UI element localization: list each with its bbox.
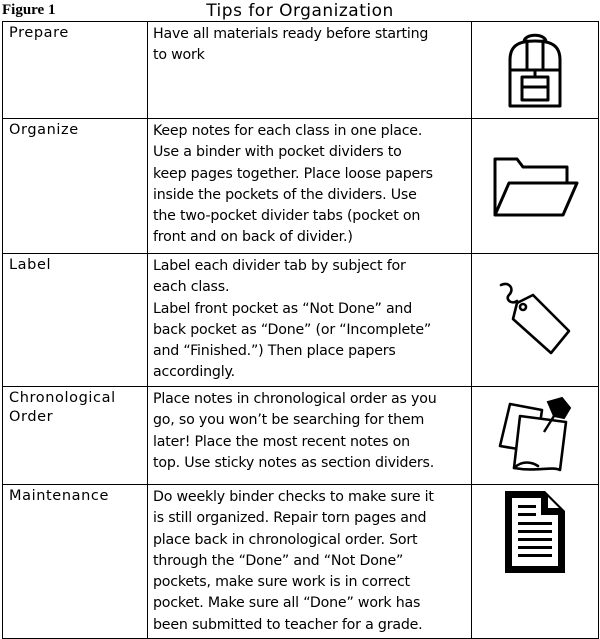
backpack-icon xyxy=(500,30,570,110)
icon-cell xyxy=(472,485,599,639)
description-line: front and on back of divider.) xyxy=(153,229,353,246)
description-cell xyxy=(148,254,472,387)
description-line: is still organized. Repair torn pages and xyxy=(153,510,427,527)
description-line: accordingly. xyxy=(153,364,235,381)
description-line: Keep notes for each class in one place. xyxy=(153,123,423,139)
description-line: the two-pocket divider tabs (pocket on xyxy=(153,208,421,225)
folder-icon xyxy=(489,153,581,219)
description-line: Do weekly binder checks to make sure it xyxy=(153,489,434,505)
term-cell xyxy=(3,119,148,254)
icon-cell xyxy=(472,119,599,254)
description-line: back pocket as “Done” (or “Incomplete” xyxy=(153,321,432,338)
description-line: Use a binder with pocket dividers to xyxy=(153,144,402,161)
term-cell xyxy=(3,387,148,485)
figure-label: Figure 1 xyxy=(2,2,56,18)
table-row xyxy=(3,22,599,119)
description-line: pocket. Make sure all “Done” work has xyxy=(153,595,421,612)
description-line: top. Use sticky notes as section dividers. xyxy=(153,454,435,471)
description-cell xyxy=(148,22,472,119)
icon-cell xyxy=(472,254,599,387)
description-line: been submitted to teacher for a grade. xyxy=(153,616,423,633)
description-line: Label front pocket as “Not Done” and xyxy=(153,300,413,317)
description-cell xyxy=(148,485,472,639)
description-line: each class. xyxy=(153,279,230,296)
description-cell xyxy=(148,119,472,254)
table-row xyxy=(3,485,599,639)
description-cell xyxy=(148,387,472,485)
description-line: keep pages together. Place loose papers xyxy=(153,165,433,182)
description-line: through the “Done” and “Not Done” xyxy=(153,552,404,569)
description-line: and “Finished.”) Then place papers xyxy=(153,343,396,360)
term-cell xyxy=(3,22,148,119)
description-line: Have all materials ready before starting xyxy=(153,26,429,42)
term-label: Label xyxy=(9,257,52,273)
icon-cell xyxy=(472,22,599,119)
term-label-line: Order xyxy=(9,409,54,425)
term-cell xyxy=(3,485,148,639)
term-label: Prepare xyxy=(9,25,69,41)
term-label-line: Chronological xyxy=(9,390,116,406)
table-row xyxy=(3,387,599,485)
description-line: Label each divider tab by subject for xyxy=(153,258,406,274)
description-line: inside the pockets of the dividers. Use xyxy=(153,186,417,203)
description-line: place back in chronological order. Sort xyxy=(153,531,418,548)
description-line: Place notes in chronological order as you xyxy=(153,391,437,407)
sticky-notes-pin-icon xyxy=(492,394,578,478)
term-cell xyxy=(3,254,148,387)
term-label: Maintenance xyxy=(9,488,109,504)
description-line: pockets, make sure work is in correct xyxy=(153,574,410,591)
table-row xyxy=(3,119,599,254)
term-label: Organize xyxy=(9,122,79,138)
description-line: later! Place the most recent notes on xyxy=(153,433,410,450)
tag-icon xyxy=(495,279,575,361)
table-row xyxy=(3,254,599,387)
description-line: to work xyxy=(153,47,205,64)
page-title: Tips for Organization xyxy=(206,1,394,21)
icon-cell xyxy=(472,387,599,485)
tips-table xyxy=(2,21,599,639)
description-line: go, so you won’t be searching for them xyxy=(153,412,425,429)
document-icon xyxy=(503,489,567,575)
